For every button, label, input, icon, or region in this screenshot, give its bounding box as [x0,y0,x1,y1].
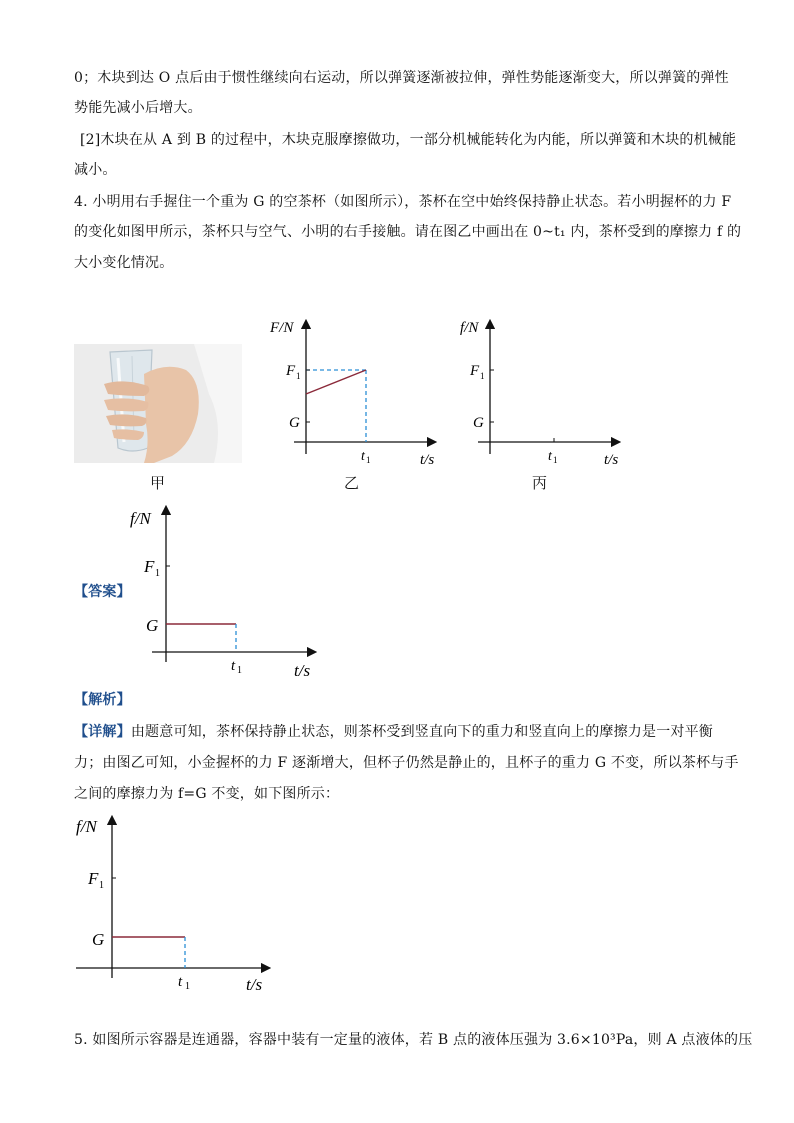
tick-t1: t [178,974,183,990]
tick-g: G [146,616,159,635]
tick-f1-sub: 1 [296,371,301,381]
detail-text: 由题意可知，茶杯保持静止状态，则茶杯受到竖直向下的重力和竖直向上的摩擦力是一对平衡 [130,724,714,740]
tick-f1-sub: 1 [155,568,160,579]
paragraph-line: 势能先减小后增大。 [74,100,202,116]
figure-label-jia: 甲 [150,474,166,492]
tick-f1: F [286,363,296,379]
graph-answer [126,500,326,685]
question-4-line: 4. 小明用右手握住一个重为 G 的空茶杯（如图所示），茶杯在空中始终保持静止状态。若小明握杯的力 F [74,194,732,210]
question-4-line: 的变化如图甲所示，茶杯只与空气、小明的右手接触。请在图乙中画出在 0~t₁ 内，茶杯受到的摩擦力 f 的 [74,224,742,240]
force-curve [306,370,366,394]
detail-tag: 【详解】 [74,724,131,740]
tick-t1-sub: 1 [185,981,190,992]
figure-label-bing: 丙 [532,474,548,492]
graph-yi [264,314,444,474]
y-axis-label: f/N [460,320,479,336]
x-axis-label: t/s [246,975,263,994]
tick-g: G [473,415,484,431]
tick-f1-sub: 1 [480,371,485,381]
tick-t1: t [361,449,365,464]
y-axis-label: f/N [76,817,97,836]
tick-t1-sub: 1 [366,455,371,465]
question-4-line: 大小变化情况。 [74,255,174,271]
paragraph-line: [2]木块在从 A 到 B 的过程中，木块克服摩擦做功，一部分机械能转化为内能，所以弹簧和木块的机械能 [80,132,737,148]
tick-t1-sub: 1 [553,455,558,465]
tick-f1-sub: 1 [99,880,104,891]
analysis-tag: 【解析】 [74,692,131,708]
tick-f1: F [88,869,99,888]
y-axis-label: f/N [130,509,151,528]
hand-holding-cup-photo [74,344,242,463]
x-axis-label: t/s [294,661,311,680]
graph-bing [448,314,628,474]
x-axis-label: t/s [420,452,435,468]
paragraph-line: 减小。 [74,162,117,178]
paragraph-line: 0；木块到达 O 点后由于惯性继续向右运动，所以弹簧逐渐被拉伸，弹性势能逐渐变大，所以弹簧的弹性 [74,70,729,86]
answer-tag: 【答案】 [74,584,131,600]
detail-line: 之间的摩擦力为 f=G 不变，如下图所示： [74,786,340,802]
detail-line: 力；由图乙可知，小金握杯的力 F 逐渐增大，但杯子仍然是静止的，且杯子的重力 G 不变，所以茶杯与手 [74,755,739,771]
tick-f1: F [144,557,155,576]
tick-f1: F [470,363,480,379]
tick-t1-sub: 1 [237,665,242,676]
x-axis-label: t/s [604,452,619,468]
y-axis-label: F/N [270,320,294,336]
question-5-line: 5. 如图所示容器是连通器，容器中装有一定量的液体，若 B 点的液体压强为 3.6×10³Pa，则 A 点液体的压 [74,1032,753,1048]
graph-detail [70,810,280,995]
detail-line [74,722,713,742]
tick-t1: t [548,449,552,464]
figure-label-yi: 乙 [344,474,360,492]
tick-t1: t [231,658,236,674]
tick-g: G [92,930,105,949]
tick-g: G [289,415,300,431]
